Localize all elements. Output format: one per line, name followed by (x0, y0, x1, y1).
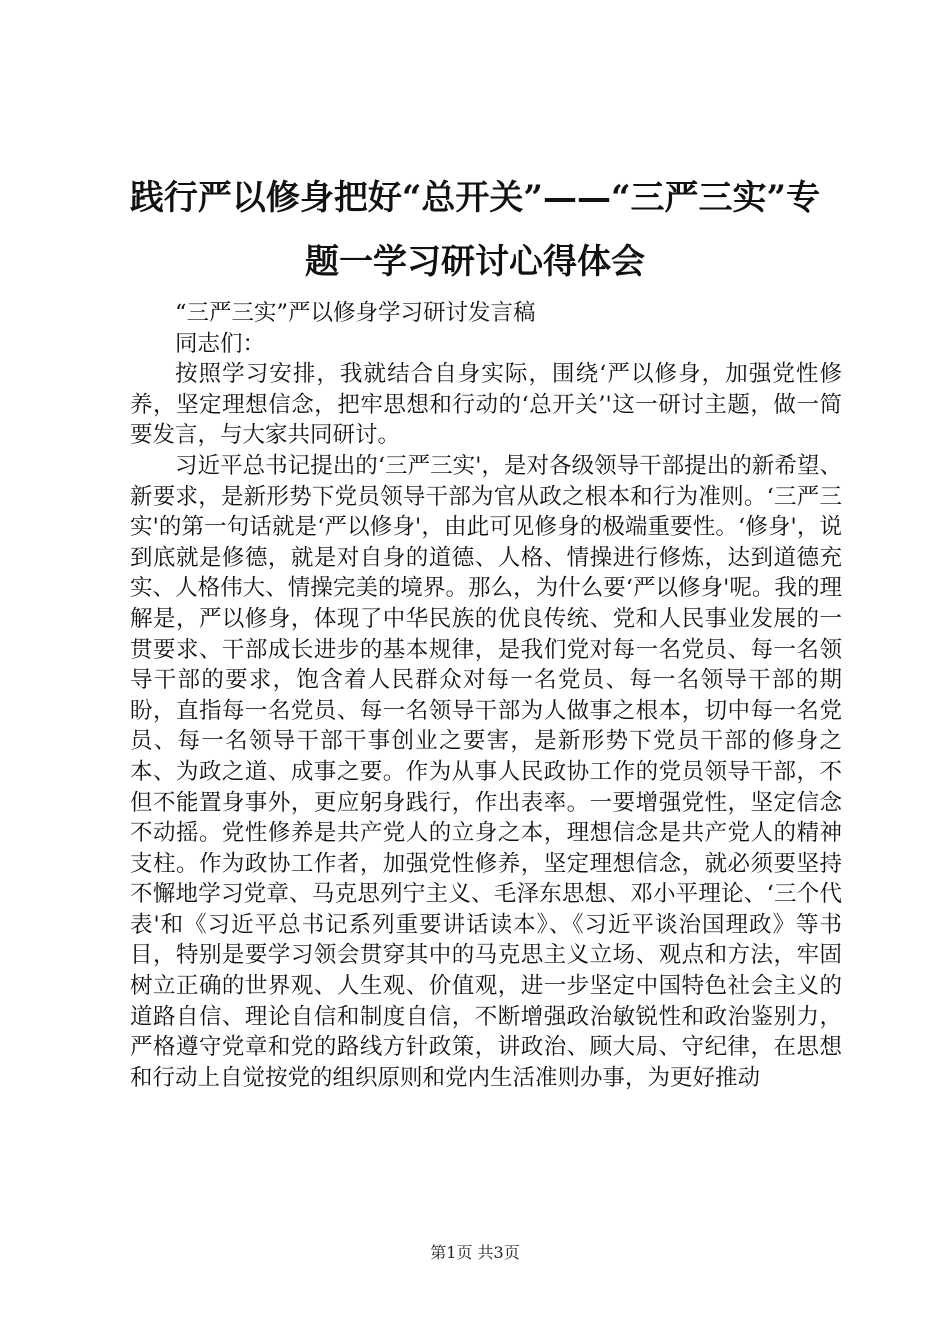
subtitle: “三严三实”严以修身学习研讨发言稿 (175, 300, 536, 326)
paragraph: 按照学习安排，我就结合自身实际，围绕‘严以修身，加强党性修养，坚定理想信念，把牢思想和行动的‘总开关’'这一研讨主题，做一简要发言，与大家共同研讨。 (130, 361, 842, 449)
paragraph: 习近平总书记提出的‘三严三实'，是对各级领导干部提出的新希望、新要求，是新形势下党员领导干部为官从政之根本和行为准则。‘三严三实'的第一句话就是‘严以修身'，由此可见修身的极端重要性。‘修身'，说到底就是修德，就是对自身的道德、人格、情操进行修炼，达到道德充实、人格伟大、情操完美的境界。那么，为什么要‘严以修身'呢。我的理解是，严以修身，体现了中华民族的优良传统、党和人民事业发展的一贯要求、干部成长进步的基本规律，是我们党对每一名党员、每一名领导干部的要求，饱含着人民群众对每一名党员、每一名领导干部的期盼，直指每一名党员、每一名领导干部为人做事之根本，切中每一名党员、每一名领导干部干事创业之要害，是新形势下党员干部的修身之本、为政之道、成事之要。作为从事人民政协工作的党员领导干部，不但不能置身事外，更应躬身践行，作出表率。一要增强党性，坚定信念不动摇。党性修养是共产党人的立身之本，理想信念是共产党人的精神支柱。作为政协工作者，加强党性修养，坚定理想信念，就必须要坚持不懈地学习党章、马克思列宁主义、毛泽东思想、邓小平理论、‘三个代表'和《习近平总书记系列重要讲话读本》、《习近平谈治国理政》等书目，特别是要学习领会贯穿其中的马克思主义立场、观点和方法，牢固树立正确的世界观、人生观、价值观，进一步坚定中国特色社会主义的道路自信、理论自信和制度自信，不断增强政治敏锐性和政治鉴别力，严格遵守党章和党的路线方针政策，讲政治、顾大局、守纪律，在思想和行动上自觉按党的组织原则和党内生活准则办事，为更好推动 (130, 452, 842, 1091)
page-number: 第1页 共3页 (430, 1243, 520, 1262)
document-body (130, 298, 842, 1093)
document-title: 践行严以修身把好“总开关”——“三严三实”专题一学习研讨心得体会 (129, 178, 821, 282)
salutation: 同志们： (175, 330, 266, 357)
